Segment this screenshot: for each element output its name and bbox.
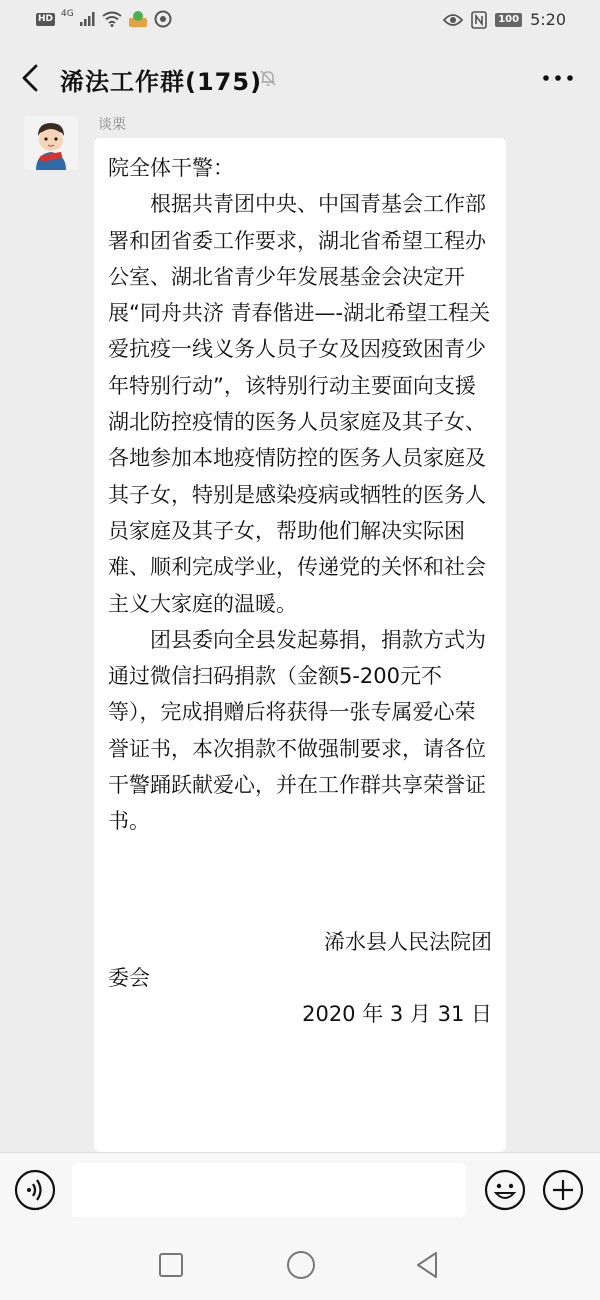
message-greeting: 院全体干警： — [108, 156, 234, 180]
back-icon[interactable] — [412, 1250, 442, 1280]
nfc-icon — [471, 11, 487, 29]
home-icon[interactable] — [286, 1250, 316, 1280]
recent-apps-icon[interactable] — [158, 1252, 184, 1278]
eye-icon — [443, 13, 463, 27]
app-notification-icon — [128, 10, 148, 28]
message-input[interactable] — [72, 1163, 466, 1217]
status-right — [443, 10, 566, 29]
wifi-icon — [102, 11, 122, 27]
more-icon[interactable] — [538, 64, 578, 92]
message-bubble[interactable] — [94, 138, 506, 1152]
status-bar — [0, 0, 600, 42]
system-nav-bar — [0, 1226, 600, 1300]
message-date: 2020 年 3 月 31 日 — [302, 1002, 492, 1027]
status-left — [36, 10, 172, 28]
emoji-icon[interactable] — [484, 1169, 526, 1211]
voice-icon[interactable] — [14, 1169, 56, 1211]
signature-line-2: 委会 — [108, 965, 150, 990]
message-spacer — [108, 840, 492, 924]
clock: 5:20 — [530, 10, 566, 29]
message-paragraph-1: 根据共青团中央、中国青基会工作部署和团省委工作要求，湖北省希望工程办公室、湖北省青少年发展基金会决定开展“同舟共济 青春偕进—-湖北希望工程关爱抗疫一线义务人员子女及因疫致困青少年特别行动”，该特别行动主要面向支援湖北防控疫情的医务人员家庭及其子女、各地参加本地疫情防控的医务人员家庭及其子女，特别是感染疫病或牺牲的医务人员家庭及其子女，帮助他们解决实际困难、顺利完成学业，传递党的关怀和社会主义大家庭的温暖。 — [108, 192, 491, 616]
cartoon-avatar-icon — [24, 116, 78, 170]
battery-icon: 100 — [495, 13, 522, 27]
hd-badge: HD — [38, 13, 54, 24]
message-paragraph-2: 团县委向全县发起募捐，捐款方式为通过微信扫码捐款（金额5-200元不等），完成捐赠后将获得一张专属爱心荣誉证书，本次捐款不做强制要求，请各位干警踊跃献爱心，并在工作群共享荣誉证书。 — [108, 627, 486, 834]
plus-icon[interactable] — [542, 1169, 584, 1211]
signal-icon — [80, 12, 96, 26]
signature-line-1: 浠水县人民法院团 — [324, 929, 492, 954]
mute-bell-icon — [258, 68, 278, 88]
network-type: 4G — [61, 9, 74, 19]
back-arrow-icon[interactable] — [14, 60, 50, 96]
sender-avatar[interactable] — [24, 116, 78, 170]
chat-header — [0, 42, 600, 114]
input-bar — [0, 1152, 600, 1227]
chat-title: 浠法工作群(175) — [60, 68, 263, 96]
sender-name: 谈栗 — [98, 117, 126, 133]
camera-notification-icon — [154, 10, 172, 28]
